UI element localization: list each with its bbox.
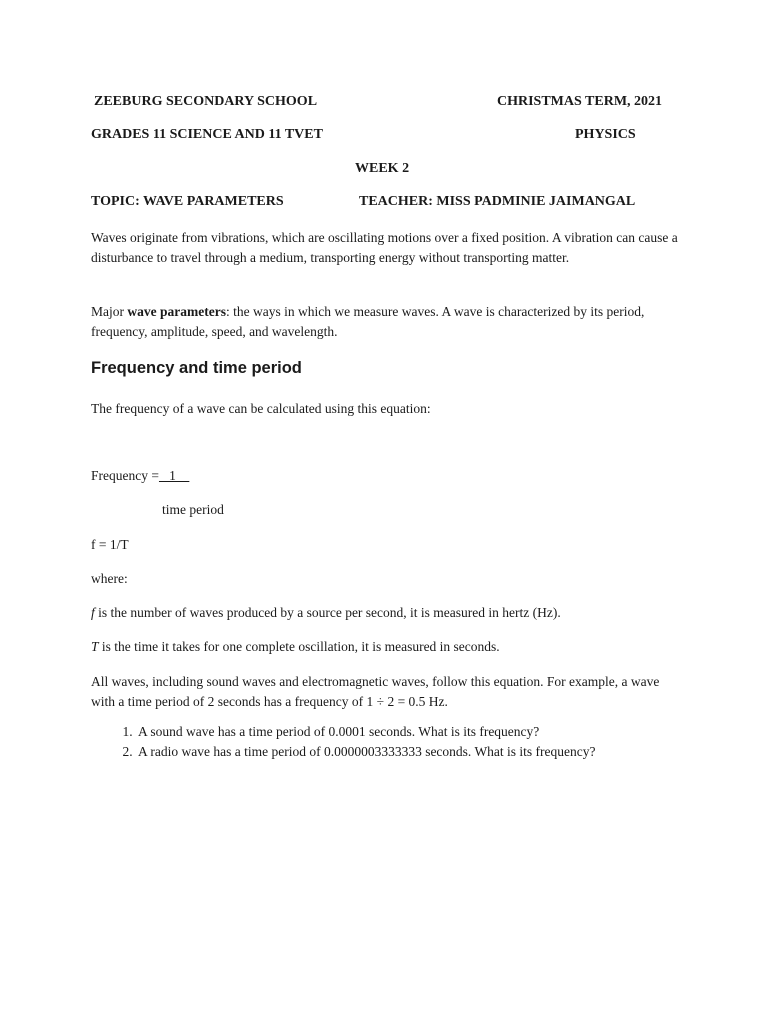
major-rest: : the ways in which we measure waves. A wave is characterized by its period, frequency, amplitude, speed, and wavelength. (91, 304, 645, 339)
teacher-label: TEACHER: MISS PADMINIE JAIMANGAL (359, 194, 636, 209)
symbol-t: T (91, 639, 99, 654)
definition-f (91, 603, 561, 623)
week-label: WEEK 2 (355, 161, 410, 176)
equation-denominator: time period (162, 502, 224, 517)
definition-t (91, 637, 500, 657)
intro-paragraph: Waves originate from vibrations, which are oscillating motions over a fixed position. A vibration can cause a disturbance to travel through a medium, transporting energy without transporting matter. (91, 230, 678, 265)
equation-label: Frequency = (91, 468, 159, 483)
grades-label: GRADES 11 SCIENCE AND 11 TVET (91, 127, 323, 142)
section-heading: Frequency and time period (91, 359, 302, 377)
symbol-f: f (91, 605, 95, 620)
equation-short-form: f = 1/T (91, 537, 129, 552)
equation-numerator: 1 (158, 468, 190, 483)
section-lead: The frequency of a wave can be calculated using this equation: (91, 401, 431, 416)
major-parameters-paragraph (91, 302, 679, 342)
definition-t-text: is the time it takes for one complete oscillation, it is measured in seconds. (98, 639, 500, 654)
major-bold-term: wave parameters (127, 304, 226, 319)
topic-label: TOPIC: WAVE PARAMETERS (91, 194, 284, 209)
list-item: 1. A sound wave has a time period of 0.0001 seconds. What is its frequency? (136, 722, 696, 742)
question-list (91, 722, 696, 762)
equation-line (91, 466, 189, 486)
term-label: CHRISTMAS TERM, 2021 (497, 94, 663, 109)
where-label: where: (91, 571, 128, 586)
subject-label: PHYSICS (575, 127, 636, 142)
definition-f-text: is the number of waves produced by a source per second, it is measured in hertz (Hz). (94, 605, 561, 620)
major-prefix: Major (91, 304, 128, 319)
example-paragraph: All waves, including sound waves and electromagnetic waves, follow this equation. For example, a wave with a time period of 2 seconds has a frequency of 1 ÷ 2 = 0.5 Hz. (91, 674, 660, 709)
school-name: ZEEBURG SECONDARY SCHOOL (94, 94, 318, 109)
list-item: 2. A radio wave has a time period of 0.0000003333333 seconds. What is its frequency? (136, 742, 696, 762)
